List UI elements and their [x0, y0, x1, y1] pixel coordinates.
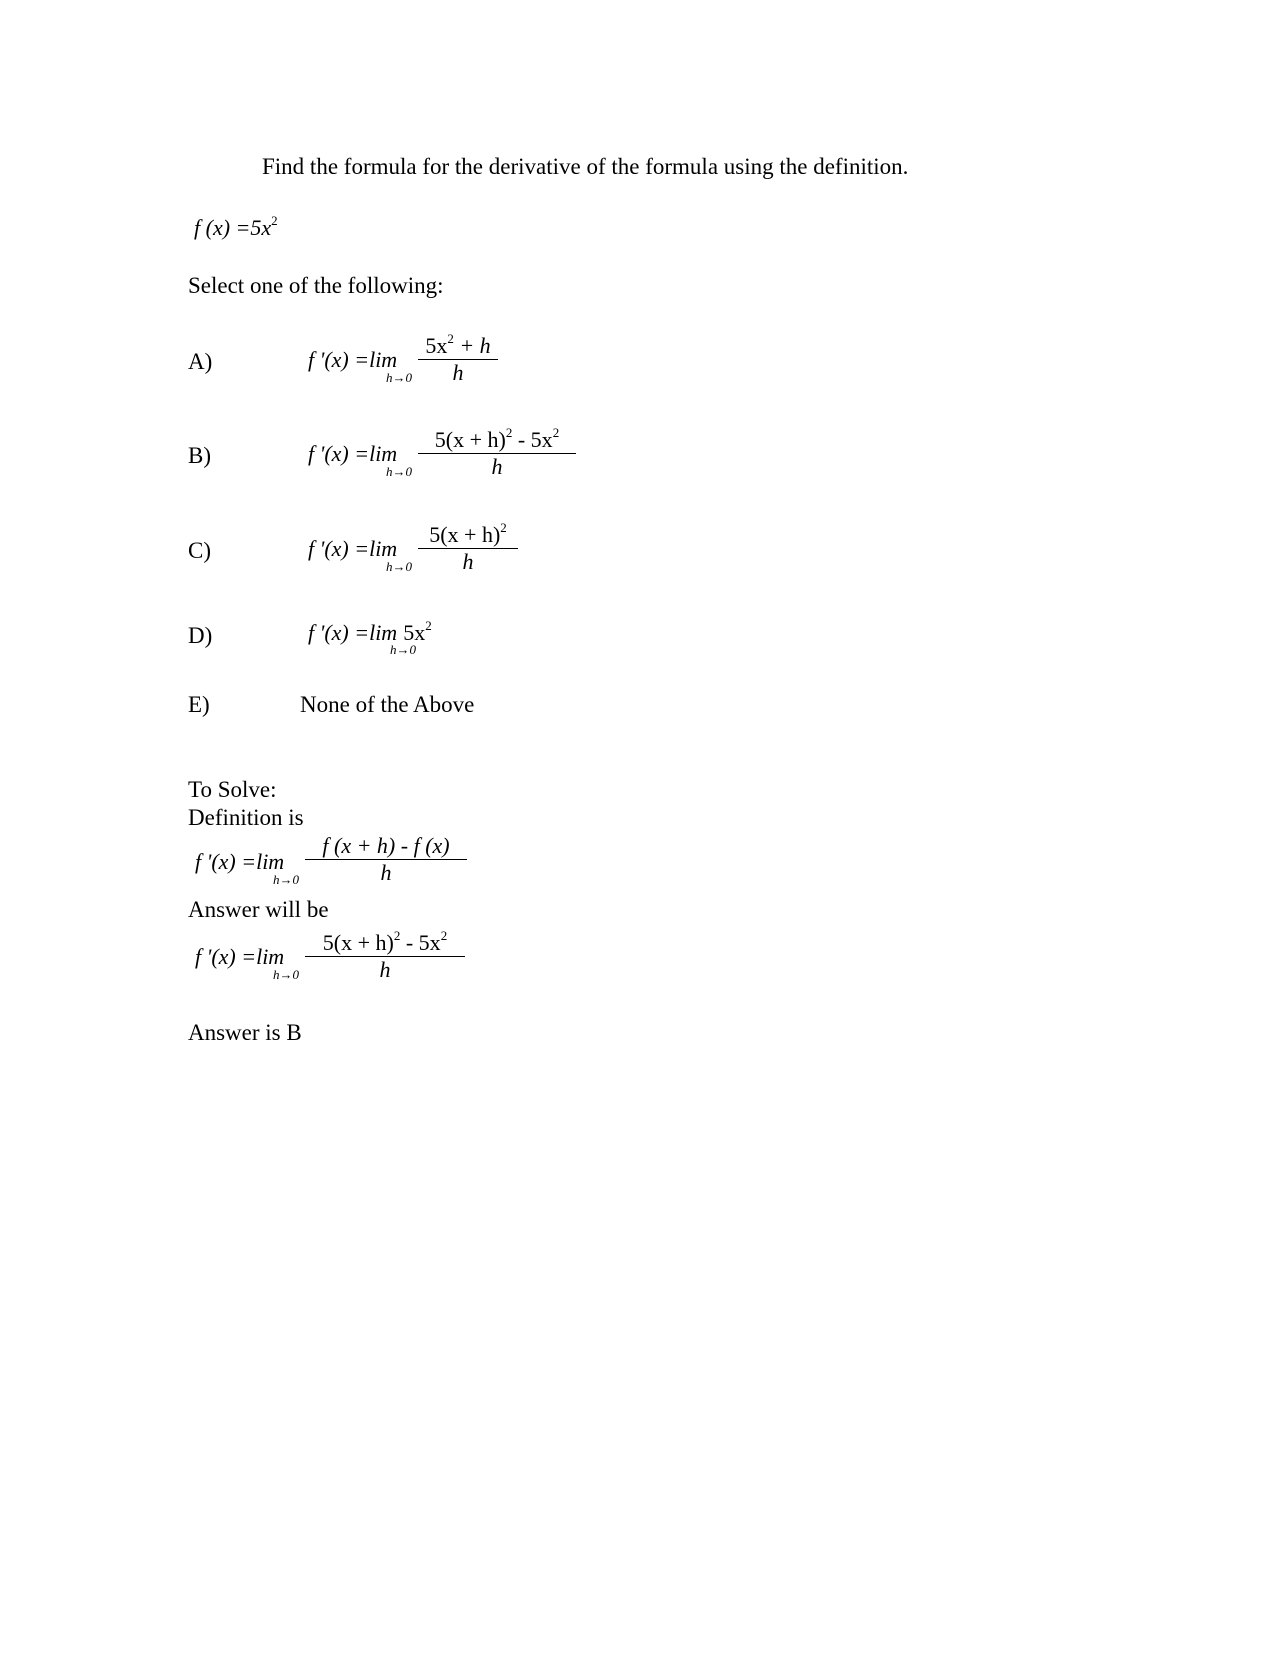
- option-c-lhs: [308, 536, 397, 562]
- option-b-den-text: h: [491, 454, 503, 479]
- function-exponent: 2: [271, 213, 278, 228]
- option-c-denominator: [418, 549, 518, 575]
- option-a-num-exp: 2: [447, 331, 454, 346]
- function-definition: [194, 213, 278, 241]
- definition-fraction: [305, 833, 467, 886]
- option-e-text: None of the Above: [300, 692, 475, 717]
- option-a-den-text: h: [452, 360, 464, 385]
- option-c-num-base: 5(x + h): [429, 522, 501, 547]
- function-lhs: f (x) =5x: [194, 215, 272, 240]
- answer-num-exp: 2: [393, 928, 401, 943]
- option-b-numerator: [418, 425, 576, 453]
- answer-denominator: [305, 957, 465, 983]
- definition-lhs: [195, 849, 284, 875]
- definition-lhs-text: f '(x) =lim: [195, 849, 285, 874]
- answer-lhs: [195, 944, 284, 970]
- option-c-num-exp: 2: [500, 520, 507, 535]
- option-d-letter: D): [188, 623, 213, 648]
- question-prompt: Find the formula for the derivative of the formula using the definition.: [262, 154, 909, 179]
- option-c-den-text: h: [462, 549, 474, 574]
- definition-denominator: [305, 860, 467, 886]
- option-d-limit-subscript: h→0: [390, 642, 416, 657]
- option-a-num-tail: + h: [453, 333, 491, 358]
- option-c-numerator: [418, 520, 518, 548]
- option-b-num-exp2: 2: [552, 425, 560, 440]
- option-b-lhs: [308, 441, 397, 467]
- answer-label: Answer will be: [188, 897, 329, 922]
- definition-num-text: f (x + h) - f (x): [322, 833, 450, 858]
- option-b-limit-subscript: h→0: [386, 464, 412, 479]
- option-a-fraction: [418, 331, 498, 386]
- option-b-fraction: [418, 425, 576, 480]
- option-d-tail-exp: 2: [425, 618, 432, 633]
- option-a-lhs-text: f '(x) =lim: [308, 347, 398, 372]
- option-a-letter: A): [188, 349, 213, 374]
- option-c-lhs-text: f '(x) =lim: [308, 536, 398, 561]
- definition-numerator: [305, 833, 467, 859]
- option-a-limit-subscript: h→0: [386, 370, 412, 385]
- option-c-limit-subscript: h→0: [386, 559, 412, 574]
- option-a-num-base: 5x: [425, 333, 448, 358]
- answer-num-tail: - 5x: [400, 930, 441, 955]
- option-b-num-exp: 2: [505, 425, 513, 440]
- option-a-denominator: [418, 360, 498, 386]
- final-answer: Answer is B: [188, 1020, 302, 1045]
- option-d-lhs-text: f '(x) =lim: [308, 620, 398, 645]
- definition-den-text: h: [380, 860, 392, 885]
- option-c-fraction: [418, 520, 518, 575]
- answer-num-base: 5(x + h): [322, 930, 394, 955]
- option-b-denominator: [418, 454, 576, 480]
- option-e-letter: E): [188, 692, 210, 717]
- option-b-lhs-text: f '(x) =lim: [308, 441, 398, 466]
- option-d-tail: 5x: [403, 620, 426, 645]
- option-b-letter: B): [188, 443, 211, 468]
- option-c-letter: C): [188, 538, 211, 563]
- answer-numerator: [305, 928, 465, 956]
- definition-label: Definition is: [188, 805, 304, 830]
- definition-limit-subscript: h→0: [273, 872, 299, 887]
- answer-fraction: [305, 928, 465, 983]
- answer-den-text: h: [379, 957, 391, 982]
- solution-heading: To Solve:: [188, 777, 277, 802]
- option-a-lhs: [308, 347, 397, 373]
- select-instruction: Select one of the following:: [188, 273, 444, 298]
- answer-num-exp2: 2: [440, 928, 448, 943]
- option-a-numerator: [418, 331, 498, 359]
- option-b-num-base: 5(x + h): [434, 427, 506, 452]
- answer-limit-subscript: h→0: [273, 967, 299, 982]
- option-b-num-tail: - 5x: [512, 427, 553, 452]
- answer-lhs-text: f '(x) =lim: [195, 944, 285, 969]
